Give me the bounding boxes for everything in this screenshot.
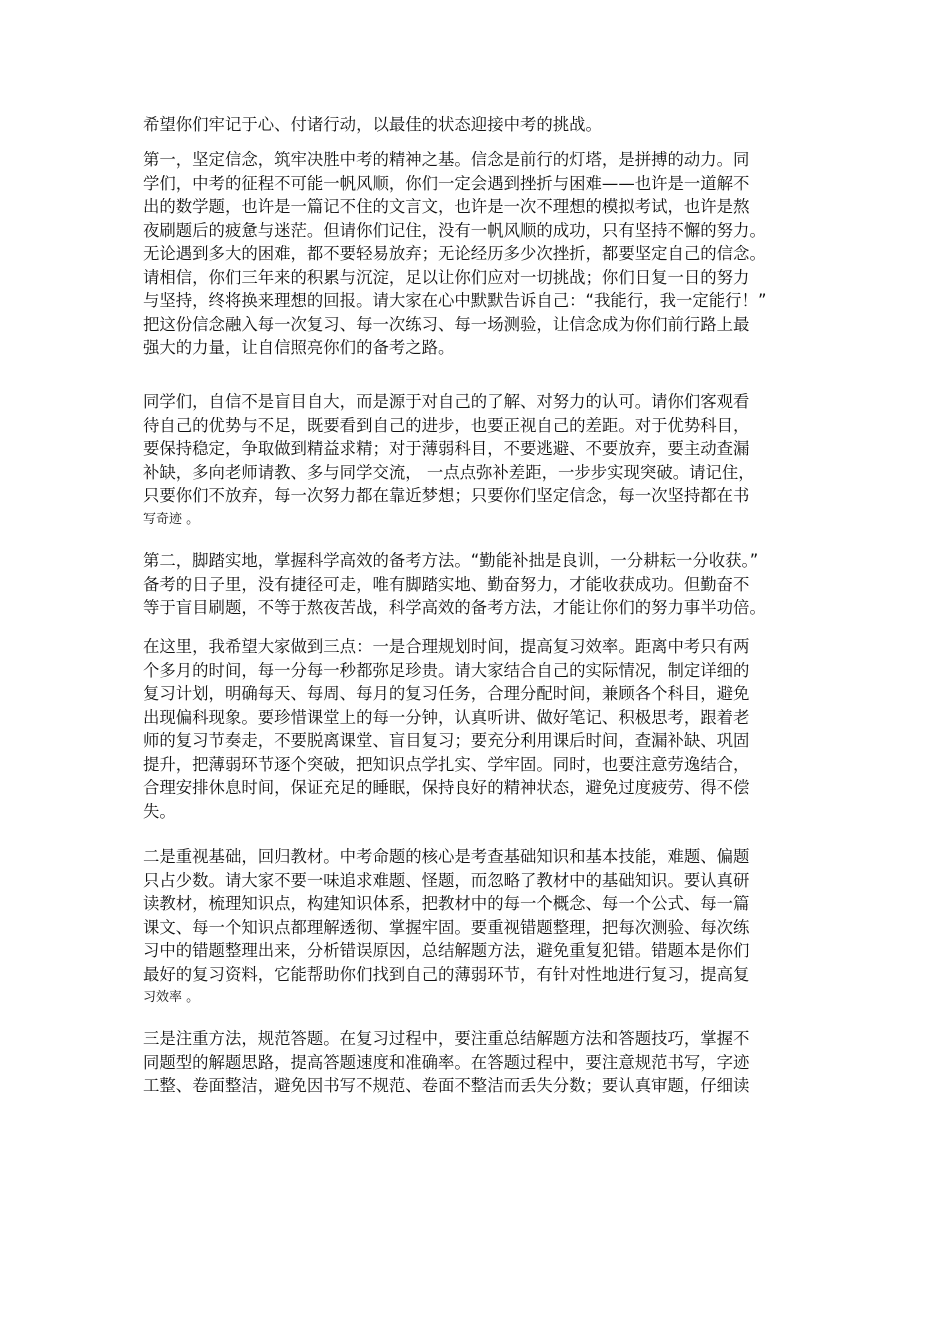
paragraph-time-planning bbox=[143, 635, 823, 823]
text-line: 最好的复习资料，它能帮助你们找到自己的薄弱环节，有针对性地进行复习，提高复 bbox=[143, 964, 750, 984]
text-line: 三是注重方法，规范答题。在复习过程中，要注重总结解题方法和答题技巧，掌握不 bbox=[143, 1029, 750, 1048]
text-line: 出现偏科现象。要珍惜课堂上的每一分钟，认真听讲、做好笔记、积极思考，跟着老 bbox=[143, 707, 750, 727]
text-line: 强大的力量，让自信照亮你们的备考之路。 bbox=[143, 338, 455, 357]
text-line: 等于盲目刷题，不等于熬夜苦战，科学高效的备考方法，才能让你们的努力事半功倍。 bbox=[143, 598, 766, 617]
text-line: 二是重视基础，回归教材。中考命题的核心是考查基础知识和基本技能，难题、偏题 bbox=[143, 847, 750, 866]
text-line: 合理安排休息时间，保证充足的睡眠，保持良好的精神状态，避免过度疲劳、得不偿 bbox=[143, 778, 750, 797]
text-line-tail: 写奇迹 。 bbox=[143, 511, 200, 527]
text-line: 备考的日子里，没有捷径可走，唯有脚踏实地、勤奋努力，才能收获成功。但勤奋不 bbox=[143, 574, 750, 594]
text-line: 请相信，你们三年来的积累与沉淀，足以让你们应对一切挑战；你们日复一日的努力 bbox=[143, 267, 750, 287]
text-line: 要保持稳定，争取做到精益求精；对于薄弱科目，不要逃避、不要放弃，要主动查漏 bbox=[143, 439, 750, 458]
text-line: 第二，脚踏实地，掌握科学高效的备考方法。“勤能补拙是良训，一分耕耘一分收获。” bbox=[143, 551, 759, 570]
text-line: 只要你们不放弃，每一次努力都在靠近梦想；只要你们坚定信念，每一次坚持都在书 bbox=[143, 486, 750, 505]
text-line: 把这份信念融入每一次复习、每一次练习、每一场测验，让信念成为你们前行路上最 bbox=[143, 314, 750, 334]
text-line: 提升，把薄弱环节逐个突破，把知识点学扎实、学牢固。同时，也要注意劳逸结合， bbox=[143, 754, 750, 774]
text-line: 无论遇到多大的困难，都不要轻易放弃；无论经历多少次挫折，都要坚定自己的信念。 bbox=[143, 244, 766, 263]
text-line: 习中的错题整理出来，分析错误原因，总结解题方法，避免重复犯错。错题本是你们 bbox=[143, 941, 750, 960]
text-line: 希望你们牢记于心、付诸行动，以最佳的状态迎接中考的挑战。 bbox=[143, 115, 602, 134]
text-line-tail: 习效率 。 bbox=[143, 990, 200, 1005]
text-line: 读教材，梳理知识点，构建知识体系，把教材中的每一个概念、每一个公式、每一篇 bbox=[143, 894, 750, 913]
text-line: 待自己的优势与不足，既要看到自己的进步，也要正视自己的差距。对于优势科目， bbox=[143, 415, 750, 435]
text-line: 课文、每一个知识点都理解透彻、掌握牢固。要重视错题整理，把每次测验、每次练 bbox=[143, 917, 750, 937]
paragraph-confidence bbox=[143, 390, 823, 531]
text-line: 失。 bbox=[143, 801, 176, 821]
text-line: 师的复习节奏走，不要脱离课堂、盲目复习；要充分利用课后时间，查漏补缺、巩固 bbox=[143, 731, 750, 750]
text-line: 第一，坚定信念，筑牢决胜中考的精神之基。信念是前行的灯塔，是拼搏的动力。同 bbox=[143, 150, 750, 169]
text-line: 在这里，我希望大家做到三点：一是合理规划时间，提高复习效率。距离中考只有两 bbox=[143, 637, 750, 656]
text-line: 同题型的解题思路，提高答题速度和准确率。在答题过程中，要注意规范书写，字迹 bbox=[143, 1052, 750, 1072]
paragraph-basics bbox=[143, 845, 823, 1010]
text-line: 学们，中考的征程不可能一帆风顺，你们一定会遇到挫折与困难——也许是一道解不 bbox=[143, 173, 750, 193]
paragraph-second-point bbox=[143, 549, 823, 620]
text-line: 同学们，自信不是盲目自大，而是源于对自己的了解、对努力的认可。请你们客观看 bbox=[143, 392, 750, 411]
text-line: 与坚持，终将换来理想的回报。请大家在心中默默告诉自己：“我能行，我一定能行！” bbox=[143, 291, 767, 310]
text-line: 只占少数。请大家不要一味追求难题、怪题，而忽略了教材中的基础知识。要认真研 bbox=[143, 870, 750, 890]
text-line: 出的数学题，也许是一篇记不住的文言文，也许是一次不理想的模拟考试，也许是熬 bbox=[143, 197, 750, 216]
text-line: 复习计划，明确每天、每周、每月的复习任务，合理分配时间，兼顾各个科目，避免 bbox=[143, 684, 750, 703]
text-line: 个多月的时间，每一分每一秒都弥足珍贵。请大家结合自己的实际情况，制定详细的 bbox=[143, 660, 750, 680]
paragraph-first-point bbox=[143, 148, 823, 360]
text-line: 补缺，多向老师请教、多与同学交流， 一点点弥补差距，一步步实现突破。请记住， bbox=[143, 462, 755, 482]
text-line: 夜刷题后的疲惫与迷茫。但请你们记住，没有一帆风顺的成功，只有坚持不懈的努力。 bbox=[143, 220, 766, 240]
paragraph-methods bbox=[143, 1027, 823, 1098]
paragraph-intro bbox=[143, 113, 823, 137]
text-line: 工整、卷面整洁，避免因书写不规范、卷面不整洁而丢失分数；要认真审题，仔细读 bbox=[143, 1076, 750, 1095]
